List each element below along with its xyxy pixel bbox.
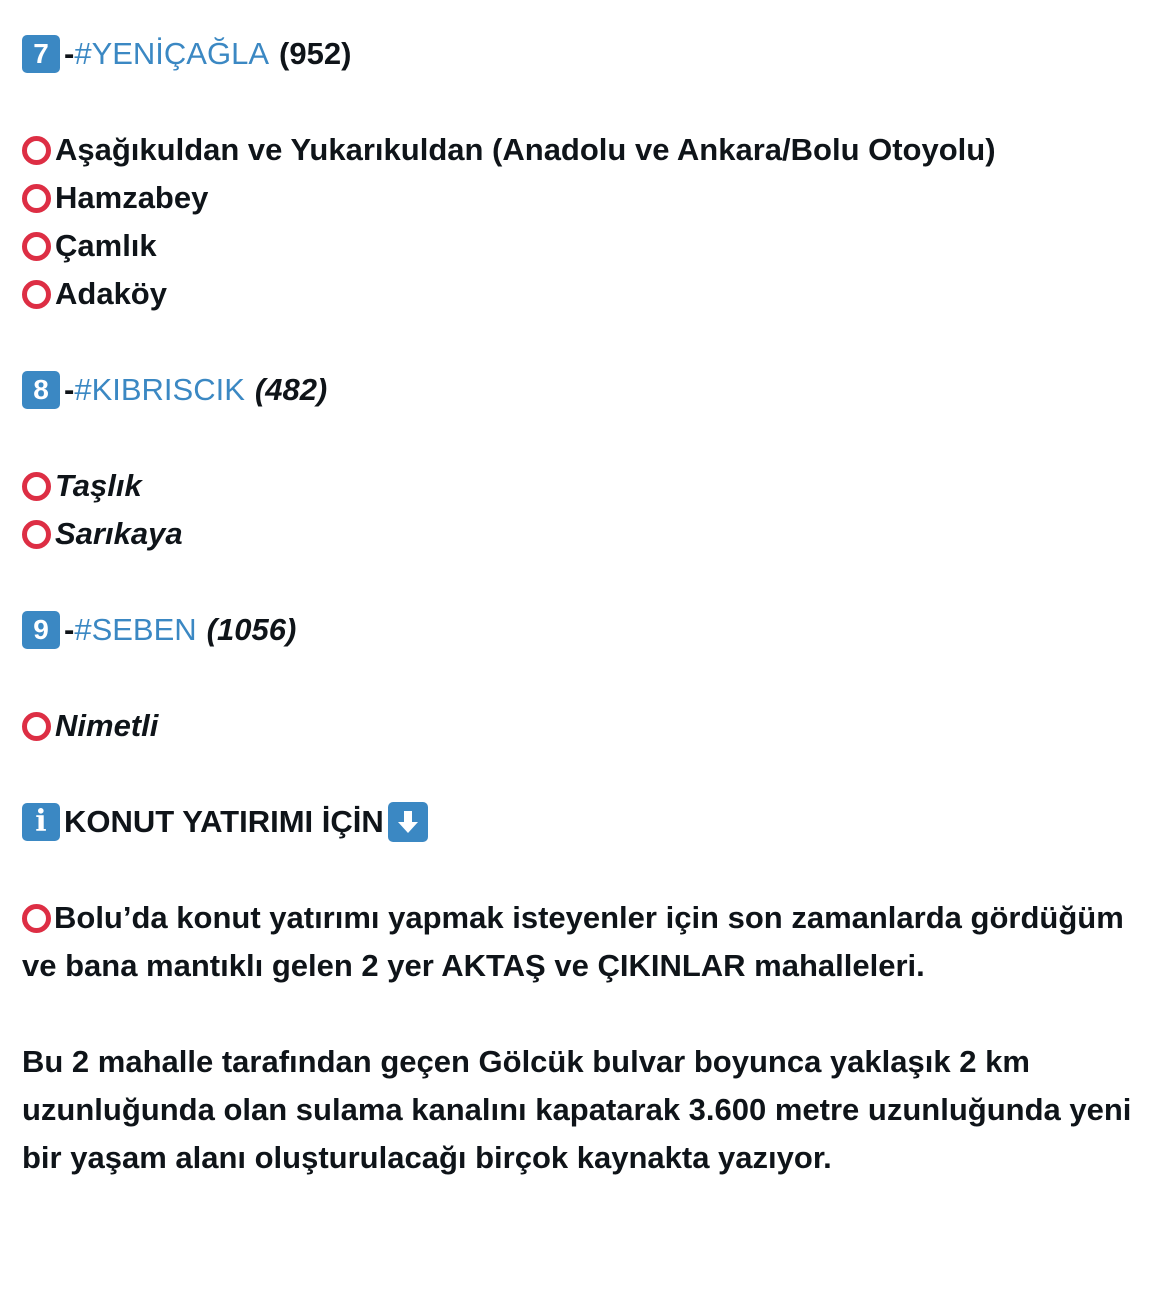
hashtag-link[interactable]: #YENİÇAĞLA — [74, 36, 270, 71]
keycap-9-icon: 9 — [22, 611, 60, 649]
info-header — [22, 798, 1162, 846]
post-text — [22, 30, 1162, 1182]
count-label: (1056) — [206, 612, 297, 647]
list-item — [22, 222, 1162, 270]
list-item — [22, 510, 1162, 558]
hashtag-link[interactable]: #KIBRISCIK — [74, 372, 245, 407]
list-item-label: Çamlık — [55, 228, 157, 263]
list-item — [22, 174, 1162, 222]
section-header-9 — [22, 606, 1162, 654]
paragraph-text: Bolu’da konut yatırımı yapmak isteyenler için son zamanlarda gördüğüm ve bana mantıklı gelen 2 yer AKTAŞ ve ÇIKINLAR mahalleleri. — [22, 900, 1124, 983]
section-header-8 — [22, 366, 1162, 414]
keycap-8-icon: 8 — [22, 371, 60, 409]
list-item — [22, 462, 1162, 510]
paragraph-investment — [22, 894, 1152, 990]
separator: - — [64, 36, 75, 71]
separator: - — [64, 612, 75, 647]
list-item-label: Aşağıkuldan ve Yukarıkuldan (Anadolu ve Ankara/Bolu Otoyolu) — [55, 132, 996, 167]
keycap-7-icon: 7 — [22, 35, 60, 73]
red-circle-icon — [22, 232, 51, 261]
list-item-label: Sarıkaya — [55, 516, 183, 551]
red-circle-icon — [22, 472, 51, 501]
down-arrow-icon — [388, 802, 428, 842]
separator: - — [64, 372, 75, 407]
information-icon: i — [22, 803, 60, 841]
red-circle-icon — [22, 712, 51, 741]
red-circle-icon — [22, 280, 51, 309]
red-circle-icon — [22, 136, 51, 165]
list-item — [22, 126, 1162, 174]
list-item-label: Taşlık — [55, 468, 142, 503]
paragraph-canal: Bu 2 mahalle tarafından geçen Gölcük bulvar boyunca yaklaşık 2 km uzunluğunda olan sulama kanalını kapatarak 3.600 metre uzunluğunda yeni bir yaşam alanı oluşturulacağı birçok kaynakta yazıyor. — [22, 1044, 1132, 1175]
red-circle-icon — [22, 904, 51, 933]
list-item-label: Adaköy — [55, 276, 167, 311]
list-item-label: Nimetli — [55, 708, 159, 743]
section-header-7 — [22, 30, 1162, 78]
info-title: KONUT YATIRIMI İÇİN — [64, 804, 384, 839]
red-circle-icon — [22, 184, 51, 213]
list-item — [22, 270, 1162, 318]
red-circle-icon — [22, 520, 51, 549]
list-item-label: Hamzabey — [55, 180, 209, 215]
list-item — [22, 702, 1162, 750]
count-label: (482) — [254, 372, 328, 407]
count-label: (952) — [279, 36, 352, 71]
hashtag-link[interactable]: #SEBEN — [74, 612, 197, 647]
